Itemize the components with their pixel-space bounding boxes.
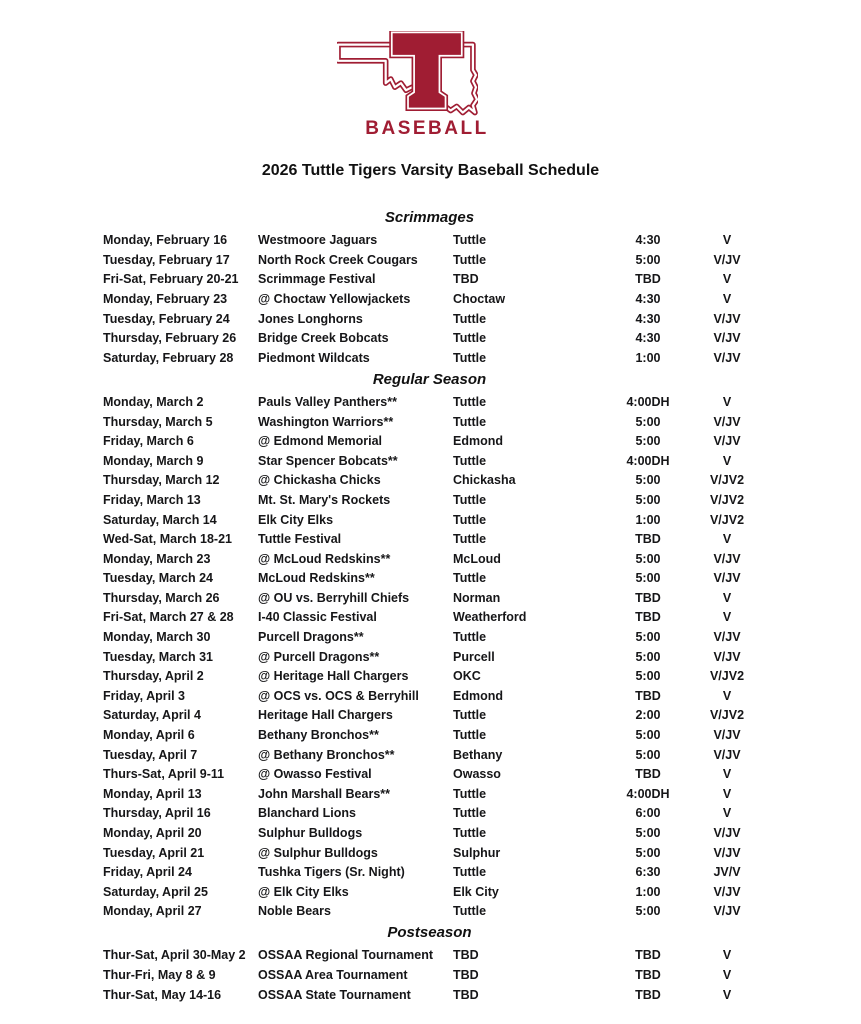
baseball-wordmark: BASEBALL xyxy=(365,118,489,139)
cell-opponent: @ Owasso Festival xyxy=(258,767,372,782)
cell-level: V xyxy=(722,688,732,703)
schedule-row xyxy=(103,549,756,569)
cell-level: V/JV xyxy=(713,331,741,346)
cell-time: TBD xyxy=(635,272,661,287)
cell-level: V xyxy=(722,453,732,468)
cell-location: Tuttle xyxy=(453,252,487,267)
cell-location: Chickasha xyxy=(453,473,516,488)
cell-time: TBD xyxy=(635,610,661,625)
cell-date: Saturday, April 25 xyxy=(103,884,208,899)
cell-opponent: @ Choctaw Yellowjackets xyxy=(258,292,411,307)
section-header: Regular Season xyxy=(372,370,487,388)
cell-date: Monday, March 23 xyxy=(103,551,211,566)
cell-location: Sulphur xyxy=(453,845,501,860)
cell-date: Monday, March 30 xyxy=(103,630,211,645)
cell-level: V xyxy=(722,806,732,821)
cell-date: Tuesday, February 17 xyxy=(103,252,230,267)
cell-opponent: Bethany Bronchos** xyxy=(258,728,379,743)
cell-time: 4:00DH xyxy=(626,786,670,801)
cell-date: Fri-Sat, March 27 & 28 xyxy=(103,610,234,625)
cell-time: TBD xyxy=(635,688,661,703)
cell-date: Saturday, February 28 xyxy=(103,350,234,365)
schedule-row xyxy=(103,965,756,985)
schedule-row xyxy=(103,862,756,882)
cell-location: Tuttle xyxy=(453,414,487,429)
cell-opponent: @ Bethany Bronchos** xyxy=(258,747,395,762)
cell-level: V/JV xyxy=(713,252,741,267)
cell-level: V xyxy=(722,394,732,409)
cell-time: 6:30 xyxy=(635,865,661,880)
cell-time: 4:30 xyxy=(635,311,661,326)
cell-date: Wed-Sat, March 18-21 xyxy=(103,532,232,547)
cell-opponent: @ McLoud Redskins** xyxy=(258,551,391,566)
cell-time: 4:00DH xyxy=(626,453,670,468)
cell-time: 2:00 xyxy=(635,708,661,723)
cell-date: Thursday, March 12 xyxy=(103,473,220,488)
cell-location: Bethany xyxy=(453,747,503,762)
cell-level: V/JV xyxy=(713,350,741,365)
cell-date: Monday, February 16 xyxy=(103,233,228,248)
cell-opponent: Bridge Creek Bobcats xyxy=(258,331,389,346)
cell-level: V xyxy=(722,292,732,307)
cell-date: Tuesday, April 21 xyxy=(103,845,205,860)
cell-level: V xyxy=(722,272,732,287)
section-header: Scrimmages xyxy=(384,209,475,226)
cell-opponent: Sulphur Bulldogs xyxy=(258,826,363,841)
cell-location: Tuttle xyxy=(453,311,487,326)
page-title: 2026 Tuttle Tigers Varsity Baseball Schedule xyxy=(261,162,600,179)
cell-time: 5:00 xyxy=(635,845,661,860)
schedule-row xyxy=(103,412,756,432)
cell-level: V/JV xyxy=(713,551,741,566)
cell-location: Tuttle xyxy=(453,865,487,880)
cell-date: Friday, April 3 xyxy=(103,688,185,703)
cell-opponent: OSSAA State Tournament xyxy=(258,987,411,1002)
cell-date: Thursday, March 26 xyxy=(103,590,220,605)
cell-level: V xyxy=(722,233,732,248)
cell-time: 4:30 xyxy=(635,292,661,307)
cell-time: 5:00 xyxy=(635,492,661,507)
cell-time: 5:00 xyxy=(635,904,661,919)
cell-time: 1:00 xyxy=(635,884,661,899)
tuttle-baseball-logo xyxy=(337,31,478,117)
cell-time: 5:00 xyxy=(635,826,661,841)
schedule-row xyxy=(103,431,756,451)
cell-time: 5:00 xyxy=(635,728,661,743)
cell-date: Monday, March 9 xyxy=(103,453,204,468)
cell-location: Choctaw xyxy=(453,292,506,307)
cell-level: V/JV2 xyxy=(709,708,745,723)
cell-time: 5:00 xyxy=(635,414,661,429)
cell-location: Tuttle xyxy=(453,728,487,743)
cell-location: OKC xyxy=(453,669,481,684)
cell-level: V xyxy=(722,987,732,1002)
cell-opponent: Jones Longhorns xyxy=(258,311,363,326)
schedule-table xyxy=(103,206,756,1004)
schedule-row xyxy=(103,784,756,804)
schedule-row xyxy=(103,231,756,251)
cell-opponent: Scrimmage Festival xyxy=(258,272,376,287)
cell-location: Tuttle xyxy=(453,492,487,507)
schedule-row xyxy=(103,490,756,510)
schedule-row xyxy=(103,392,756,412)
cell-opponent: @ Sulphur Bulldogs xyxy=(258,845,378,860)
cell-location: Tuttle xyxy=(453,630,487,645)
cell-level: V xyxy=(722,786,732,801)
cell-location: Tuttle xyxy=(453,233,487,248)
cell-time: TBD xyxy=(635,968,661,983)
cell-level: V/JV xyxy=(713,826,741,841)
schedule-row xyxy=(103,902,756,922)
schedule-row xyxy=(103,270,756,290)
cell-level: V xyxy=(722,968,732,983)
cell-date: Fri-Sat, February 20-21 xyxy=(103,272,239,287)
cell-level: V/JV xyxy=(713,630,741,645)
cell-date: Tuesday, March 31 xyxy=(103,649,213,664)
cell-location: Owasso xyxy=(453,767,501,782)
schedule-row xyxy=(103,250,756,270)
cell-location: Tuttle xyxy=(453,331,487,346)
cell-location: Tuttle xyxy=(453,453,487,468)
cell-date: Thur-Sat, May 14-16 xyxy=(103,987,222,1002)
cell-time: 5:00 xyxy=(635,630,661,645)
schedule-row xyxy=(103,529,756,549)
cell-date: Thur-Fri, May 8 & 9 xyxy=(103,968,216,983)
cell-opponent: Westmoore Jaguars xyxy=(258,233,378,248)
cell-date: Monday, February 23 xyxy=(103,292,228,307)
cell-time: 5:00 xyxy=(635,649,661,664)
cell-date: Tuesday, February 24 xyxy=(103,311,230,326)
cell-location: TBD xyxy=(453,987,479,1002)
section-header: Postseason xyxy=(387,924,472,942)
cell-time: 5:00 xyxy=(635,252,661,267)
cell-opponent: OSSAA Regional Tournament xyxy=(258,948,434,963)
cell-date: Tuesday, March 24 xyxy=(103,571,213,586)
cell-opponent: Purcell Dragons** xyxy=(258,630,364,645)
cell-time: 1:00 xyxy=(635,350,661,365)
cell-level: V/JV xyxy=(713,311,741,326)
schedule-row xyxy=(103,451,756,471)
cell-opponent: @ Chickasha Chicks xyxy=(258,473,381,488)
schedule-row xyxy=(103,985,756,1005)
cell-time: TBD xyxy=(635,987,661,1002)
schedule-row xyxy=(103,289,756,309)
schedule-row xyxy=(103,569,756,589)
cell-date: Friday, March 13 xyxy=(103,492,201,507)
cell-level: JV/V xyxy=(713,865,741,880)
cell-location: Edmond xyxy=(453,688,503,703)
schedule-row xyxy=(103,588,756,608)
cell-opponent: Star Spencer Bobcats** xyxy=(258,453,398,468)
cell-time: 5:00 xyxy=(635,434,661,449)
cell-location: Elk City xyxy=(453,884,499,899)
cell-location: Weatherford xyxy=(453,610,527,625)
cell-level: V/JV2 xyxy=(709,669,745,684)
cell-time: 5:00 xyxy=(635,551,661,566)
schedule-row xyxy=(103,745,756,765)
cell-level: V/JV xyxy=(713,434,741,449)
cell-location: Tuttle xyxy=(453,786,487,801)
cell-level: V/JV xyxy=(713,747,741,762)
schedule-row xyxy=(103,471,756,491)
cell-opponent: I-40 Classic Festival xyxy=(258,610,377,625)
cell-date: Friday, April 24 xyxy=(103,865,192,880)
cell-location: Tuttle xyxy=(453,350,487,365)
cell-level: V/JV xyxy=(713,904,741,919)
cell-time: 5:00 xyxy=(635,571,661,586)
schedule-row xyxy=(103,608,756,628)
cell-location: Norman xyxy=(453,590,501,605)
cell-level: V/JV xyxy=(713,845,741,860)
cell-time: 6:00 xyxy=(635,806,661,821)
cell-opponent: Tushka Tigers (Sr. Night) xyxy=(258,865,405,880)
cell-opponent: Washington Warriors** xyxy=(258,414,394,429)
cell-time: TBD xyxy=(635,767,661,782)
schedule-row xyxy=(103,843,756,863)
cell-opponent: @ Purcell Dragons** xyxy=(258,649,380,664)
schedule-row xyxy=(103,706,756,726)
cell-location: Tuttle xyxy=(453,394,487,409)
cell-date: Saturday, March 14 xyxy=(103,512,217,527)
cell-location: Tuttle xyxy=(453,826,487,841)
cell-level: V xyxy=(722,948,732,963)
cell-location: Purcell xyxy=(453,649,495,664)
schedule-row xyxy=(103,882,756,902)
cell-opponent: McLoud Redskins** xyxy=(258,571,375,586)
cell-location: Tuttle xyxy=(453,708,487,723)
cell-time: TBD xyxy=(635,948,661,963)
cell-level: V/JV xyxy=(713,728,741,743)
cell-date: Monday, March 2 xyxy=(103,394,204,409)
cell-level: V xyxy=(722,590,732,605)
cell-date: Tuesday, April 7 xyxy=(103,747,198,762)
cell-date: Friday, March 6 xyxy=(103,434,194,449)
cell-location: Tuttle xyxy=(453,532,487,547)
cell-level: V/JV2 xyxy=(709,512,745,527)
cell-time: 5:00 xyxy=(635,669,661,684)
cell-location: TBD xyxy=(453,272,479,287)
cell-location: Tuttle xyxy=(453,904,487,919)
cell-location: Tuttle xyxy=(453,806,487,821)
schedule-row xyxy=(103,764,756,784)
schedule-row xyxy=(103,328,756,348)
cell-level: V/JV xyxy=(713,414,741,429)
schedule-row xyxy=(103,647,756,667)
cell-opponent: Pauls Valley Panthers** xyxy=(258,394,397,409)
cell-time: 5:00 xyxy=(635,747,661,762)
cell-opponent: Noble Bears xyxy=(258,904,331,919)
cell-opponent: @ Edmond Memorial xyxy=(258,434,383,449)
cell-location: McLoud xyxy=(453,551,501,566)
cell-date: Thurs-Sat, April 9-11 xyxy=(103,767,225,782)
cell-level: V/JV2 xyxy=(709,473,745,488)
schedule-row xyxy=(103,309,756,329)
cell-opponent: North Rock Creek Cougars xyxy=(258,252,418,267)
cell-location: Tuttle xyxy=(453,512,487,527)
cell-level: V xyxy=(722,610,732,625)
cell-date: Thur-Sat, April 30-May 2 xyxy=(103,948,246,963)
cell-opponent: Piedmont Wildcats xyxy=(258,350,370,365)
cell-level: V xyxy=(722,767,732,782)
cell-time: 5:00 xyxy=(635,473,661,488)
cell-location: Edmond xyxy=(453,434,503,449)
cell-location: Tuttle xyxy=(453,571,487,586)
schedule-row xyxy=(103,686,756,706)
cell-date: Monday, April 27 xyxy=(103,904,202,919)
cell-level: V/JV xyxy=(713,571,741,586)
cell-level: V xyxy=(722,532,732,547)
cell-date: Thursday, February 26 xyxy=(103,331,237,346)
cell-date: Monday, April 13 xyxy=(103,786,202,801)
cell-opponent: Blanchard Lions xyxy=(258,806,356,821)
cell-date: Monday, April 20 xyxy=(103,826,202,841)
cell-location: TBD xyxy=(453,948,479,963)
cell-time: 4:30 xyxy=(635,233,661,248)
cell-level: V/JV2 xyxy=(709,492,745,507)
cell-time: TBD xyxy=(635,532,661,547)
schedule-row xyxy=(103,946,756,966)
cell-opponent: Tuttle Festival xyxy=(258,532,342,547)
cell-opponent: Heritage Hall Chargers xyxy=(258,708,393,723)
cell-date: Thursday, April 2 xyxy=(103,669,204,684)
cell-opponent: @ Heritage Hall Chargers xyxy=(258,669,409,684)
cell-time: 1:00 xyxy=(635,512,661,527)
cell-location: TBD xyxy=(453,968,479,983)
schedule-row xyxy=(103,666,756,686)
cell-opponent: John Marshall Bears** xyxy=(258,786,390,801)
schedule-row xyxy=(103,804,756,824)
cell-opponent: @ OCS vs. OCS & Berryhill xyxy=(258,688,419,703)
cell-date: Monday, April 6 xyxy=(103,728,195,743)
cell-opponent: @ OU vs. Berryhill Chiefs xyxy=(258,590,410,605)
schedule-row xyxy=(103,823,756,843)
cell-time: TBD xyxy=(635,590,661,605)
cell-opponent: Mt. St. Mary's Rockets xyxy=(258,492,391,507)
cell-level: V/JV xyxy=(713,649,741,664)
cell-opponent: @ Elk City Elks xyxy=(258,884,349,899)
cell-opponent: Elk City Elks xyxy=(258,512,334,527)
cell-opponent: OSSAA Area Tournament xyxy=(258,968,408,983)
schedule-row xyxy=(103,348,756,368)
schedule-row xyxy=(103,627,756,647)
schedule-row xyxy=(103,725,756,745)
cell-date: Thursday, March 5 xyxy=(103,414,213,429)
schedule-row xyxy=(103,510,756,530)
cell-level: V/JV xyxy=(713,884,741,899)
cell-time: 4:30 xyxy=(635,331,661,346)
cell-date: Saturday, April 4 xyxy=(103,708,201,723)
cell-time: 4:00DH xyxy=(626,394,670,409)
cell-date: Thursday, April 16 xyxy=(103,806,211,821)
